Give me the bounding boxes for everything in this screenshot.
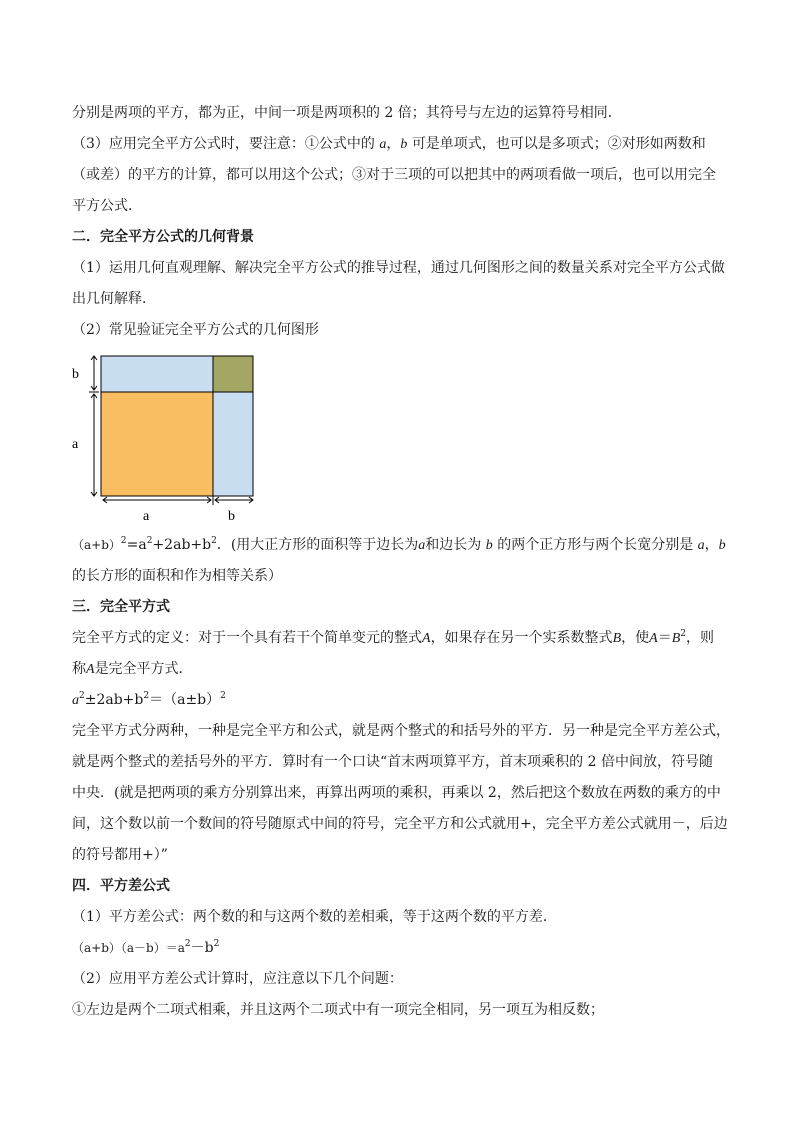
paragraph-perfect-square-5: 的符号都用+）” [72,847,168,863]
big-square [101,392,213,496]
label-b-left: b [72,367,79,382]
paragraph-note-3-line2: （或差）的平方的计算，都可以用这个公式；③对于三项的可以把其中的两项看做一项后，也可以用完全 [72,167,716,183]
formula-perfect-square: $a^2\pm 2ab+b^2=(a\pm b)^2$ [72,691,226,708]
paragraph-difference-2: （2）应用平方差公式计算时，应注意以下几个问题： [72,971,403,987]
label-a-bottom: a [143,509,150,524]
paragraph-difference-3: ①左边是两个二项式相乘，并且这两个二项式中有一项完全相同，另一项互为相反数； [72,1002,604,1018]
paragraph-perfect-square-1: 完全平方式分两种，一种是完全平方和公式，就是两个整式的和括号外的平方．另一种是完全平方差公式， [72,723,730,739]
paragraph-intro: 分别是两项的平方，都为正，中间一项是两项积的 2 倍；其符号与左边的运算符号相同． [72,105,622,121]
small-square [213,356,253,392]
section-heading-2: 二．完全平方公式的几何背景 [72,229,254,245]
label-b-bottom: b [228,509,235,524]
paragraph-definition-line2: 称A是完全平方式． [72,661,193,677]
paragraph-definition: 完全平方式的定义：对于一个具有若干个简单变元的整式A，如果存在另一个实系数整式B，使$A=B^2$，则 [72,629,714,646]
paragraph-note-3-line3: 平方公式． [72,198,142,214]
paragraph-perfect-square-2: 就是两个整式的差括号外的平方．算时有一个口诀“首末两项算平方，首末项乘积的 2 倍中间放，符号随 [72,754,713,770]
formula-difference-squares: $(a+b)(a-b)=a^2-b^2$ [72,939,220,956]
label-a-left: a [72,437,79,452]
paragraph-note-3: （3）应用完全平方公式时，要注意：①公式中的 a，b 可是单项式，也可以是多项式；②对形如两数和 [72,136,706,152]
paragraph-geo-1: （1）运用几何直观理解、解决完全平方公式的推导过程，通过几何图形之间的数量关系对完全平方公式做 [72,260,725,276]
square-figure [72,350,272,530]
paragraph-geo-2: （2）常见验证完全平方公式的几何图形 [72,322,319,338]
paragraph-perfect-square-4: 间，这个数以前一个数间的符号随原式中间的符号，完全平方和公式就用+，完全平方差公式就用－，后边 [72,816,728,832]
left-dimension-arrows [89,356,99,496]
paragraph-perfect-square-3: 中央．(就是把两项的乘方分别算出来，再算出两项的乘积，再乘以 2，然后把这个数放在两数的乘方的中 [72,785,721,801]
small-rect-top [101,356,213,392]
paragraph-geo-formula-line2: 的长方形的面积和作为相等关系） [72,568,282,584]
section-heading-3: 三．完全平方式 [72,599,170,615]
paragraph-geo-formula: $(a+b)^2=a^2+2ab+b^2$．(用大正方形的面积等于边长为a和边长为 b 的两个正方形与两个长宽分别是 a，b [72,536,726,553]
small-rect-right [213,392,253,496]
paragraph-difference-1: （1）平方差公式：两个数的和与这两个数的差相乘，等于这两个数的平方差． [72,909,557,925]
document-page [72,98,730,1026]
paragraph-geo-1-line2: 出几何解释． [72,291,156,307]
section-heading-4: 四．平方差公式 [72,878,170,894]
